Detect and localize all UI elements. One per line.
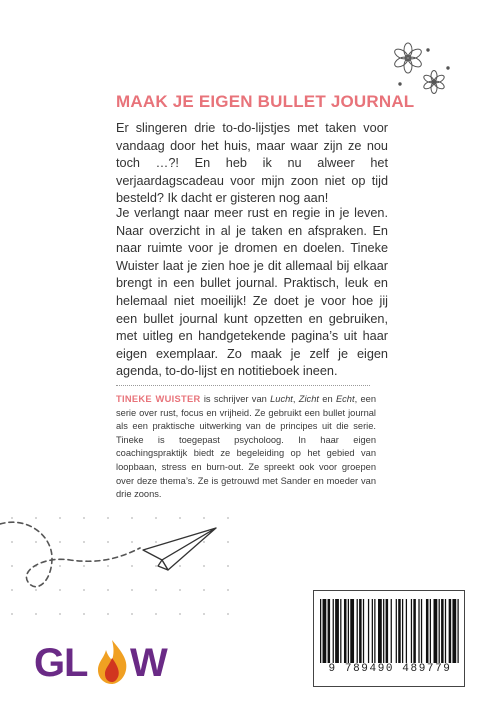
barcode-bar [413,599,416,663]
flame-icon [98,640,126,684]
barcode-bar [441,599,444,663]
barcode-bar [320,599,321,663]
divider [116,385,370,386]
barcode-bar [363,599,364,663]
barcode-bar [374,599,375,663]
book-zicht: Zicht [298,394,319,404]
description-paragraph: Je verlangt naar meer rust en regie in je leven. Naar overzicht in al je taken en afspraken. En naar ruimte voor je dromen en doelen. Tineke Wuister laat je zien hoe je dit allemaal bij elkaar brengt in een bullet journal. Praktisch, leuk en helemaal niet moeilijk! Ze doet je voor hoe jij een bullet journal kunt opzetten en gebruiken, met uitleg en handgetekende pagina’s uit haar eigen exemplaar. Zo maak je zelf je eigen agenda, to-do-lijst en notitieboek ineen. [116,206,388,379]
flower-icon [390,40,460,100]
barcode-bar [335,599,339,663]
barcode-bar [449,599,452,663]
book-echt: Echt [335,394,355,404]
barcode-bar [328,599,331,663]
book-title: MAAK JE EIGEN BULLET JOURNAL [116,92,415,111]
author-bio: TINEKE WUISTER is schrijver van Lucht, Zicht en Echt, een serie over rust, focus en vrijheid. Ze gebruikt een bullet journal als een praktische uitwerking van de principes uit die serie. Tineke is toegepast psycholoog. In haar eigen coachingspraktijk biedt ze begeleiding op het gebied van loopbaan, stress en burn-out. Ze spreekt ook voor groepen over deze thema’s. Ze is getrouwd met Sander en moeder van drie zoons. [116,394,376,500]
paper-plane-icon [0,510,240,620]
barcode-bar [333,599,334,663]
barcode-bar [434,599,438,663]
logo-letter-l: L [64,641,89,684]
barcode-bar [406,599,407,663]
barcode-bar [411,599,412,663]
barcode-bar [348,599,349,663]
barcode-bar [439,599,440,663]
barcode-bar [350,599,354,663]
author-name: TINEKE WUISTER [116,394,201,404]
glow-logo [34,636,194,684]
barcode-bar [402,599,403,663]
barcode-bar [418,599,419,663]
barcode-bar [378,599,382,663]
barcode-bar [372,599,373,663]
barcode-bar [383,599,384,663]
barcode-bar [457,599,458,663]
barcode-bar [359,599,362,663]
barcode-bar [421,599,422,663]
barcode-bar [386,599,389,663]
barcode-bar [430,599,431,663]
barcode [313,590,465,687]
barcode-bar [357,599,358,663]
intro-paragraph: Er slingeren drie to-do-lijstjes met taken voor vandaag door het huis, maar waar zijn ze nou toch …?! En heb ik nu alweer het verjaardagscadeau voor mijn zoon niet op tijd besteld? Ik dacht er gisteren nog aan! [116,121,388,206]
barcode-bar [391,599,392,663]
barcode-bar [452,599,456,663]
barcode-bar [398,599,401,663]
barcode-bar [344,599,347,663]
barcode-bar [426,599,429,663]
barcode-bar [340,599,341,663]
logo-letter-w: W [130,641,168,684]
barcode-bar [396,599,397,663]
barcode-bar [445,599,446,663]
isbn-number: 9 789490 489779 [328,663,452,675]
barcode-bar [323,599,327,663]
book-lucht: Lucht [270,394,293,404]
logo-letter-g: G [34,641,66,684]
barcode-bars [320,599,460,663]
barcode-bar [368,599,369,663]
